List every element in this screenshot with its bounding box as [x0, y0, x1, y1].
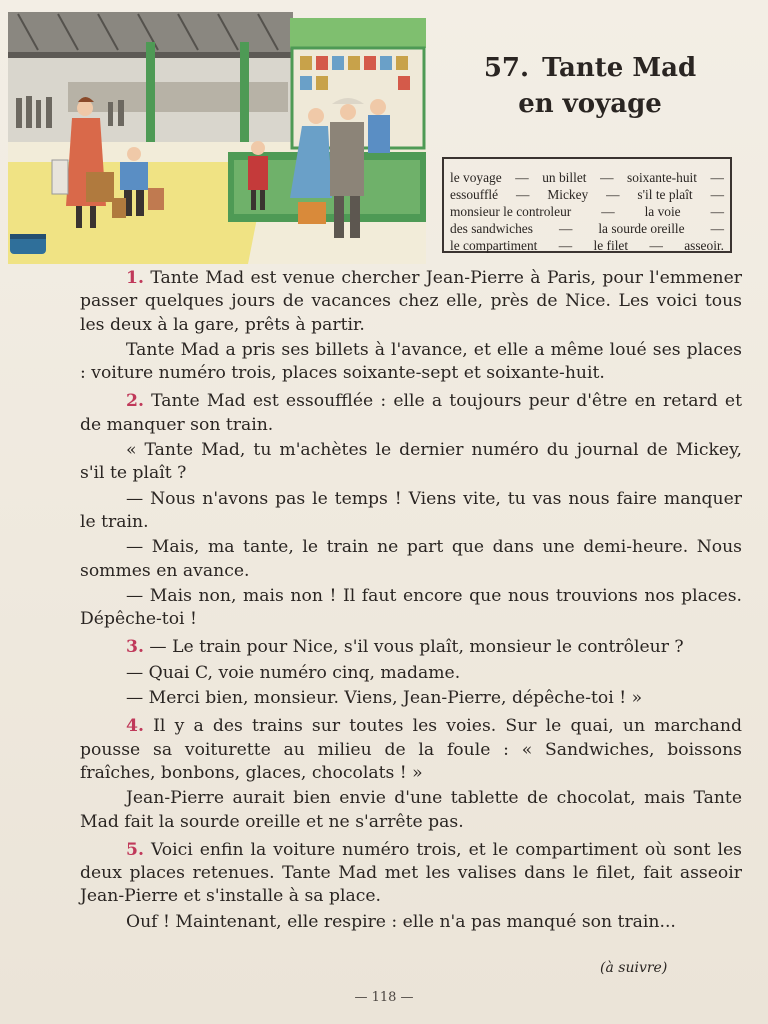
paragraph-number: 2.	[126, 391, 144, 412]
vocabulary-dash: —	[515, 170, 529, 185]
paragraph-number: 1.	[126, 268, 144, 288]
paragraph	[80, 439, 742, 486]
vocabulary-row	[450, 237, 724, 254]
paragraph	[80, 662, 742, 685]
vocabulary-row	[450, 169, 724, 186]
vocabulary-dash: —	[710, 204, 724, 219]
paragraph-text: Voici enfin la voiture numéro trois, et le compartiment où sont les deux places retenues. Tante Mad met les valises dans le filet, fait asseoir Jean-Pierre et s'installe à sa place.	[80, 839, 742, 907]
paragraph-text: — Mais non, mais non ! Il faut encore que nous trouvions nos places. Dépêche-toi !	[80, 585, 742, 630]
paragraph-text: — Quai C, voie numéro cinq, madame.	[126, 662, 461, 683]
paragraph	[80, 390, 742, 437]
vocabulary-term: un billet	[542, 170, 587, 185]
paragraph-text: Tante Mad a pris ses billets à l'avance, et elle a même loué ses places : voiture numéro trois, places soixante-sept et soixante-huit.	[80, 339, 742, 384]
lesson-text	[80, 262, 742, 934]
vocabulary-box	[442, 157, 732, 253]
paragraph-text: — Merci bien, monsieur. Viens, Jean-Pierre, dépêche-toi ! »	[126, 688, 643, 709]
paragraph-text: Tante Mad est venue chercher Jean-Pierre à Paris, pour l'emmener passer quelques jours de vacances chez elle, près de Nice. Les voici tous les deux à la gare, prêts à partir.	[80, 268, 742, 335]
vocabulary-row	[450, 203, 724, 220]
paragraph-number: 3.	[126, 637, 144, 658]
vocabulary-term: la sourde oreille	[598, 221, 685, 236]
vocabulary-term: le compartiment	[450, 238, 538, 253]
paragraph-number: 4.	[126, 716, 144, 737]
paragraph-number: 5.	[126, 839, 144, 860]
vocabulary-dash: —	[710, 187, 724, 202]
page-number: — 118 —	[354, 990, 414, 1005]
title-line-1: Tante Mad	[542, 53, 697, 83]
paragraph	[80, 687, 742, 710]
vocabulary-term: des sandwiches	[450, 221, 533, 236]
vocabulary-term: soixante-huit	[627, 170, 697, 185]
vocabulary-term: asseoir.	[684, 238, 724, 253]
vocabulary-dash: —	[710, 221, 724, 236]
vocabulary-term: monsieur le controleur	[450, 204, 572, 219]
paragraph-text: — Nous n'avons pas le temps ! Viens vite, tu vas nous faire manquer le train.	[80, 488, 742, 532]
paragraph	[80, 339, 742, 386]
vocabulary-dash: —	[649, 238, 663, 253]
vocabulary-dash: —	[558, 238, 573, 253]
paragraph	[80, 715, 742, 785]
vocabulary-term: le voyage	[450, 170, 502, 185]
paragraph-text: — Mais, ma tante, le train ne part que dans une demi-heure. Nous sommes en avance.	[80, 537, 742, 581]
vocabulary-dash: —	[558, 221, 573, 236]
paragraph-text: — Le train pour Nice, s'il vous plaît, monsieur le contrôleur ?	[149, 637, 684, 658]
paragraph-text: Ouf ! Maintenant, elle respire : elle n'a pas manqué son train...	[126, 911, 676, 932]
paragraph	[80, 267, 742, 337]
vocabulary-row	[450, 186, 724, 203]
paragraph-text: « Tante Mad, tu m'achètes le dernier numéro du journal de Mickey, s'il te plaît ?	[80, 440, 742, 484]
paragraph-text: Jean-Pierre aurait bien envie d'une tablette de chocolat, mais Tante Mad fait la sourde oreille et ne s'arrête pas.	[80, 788, 742, 832]
paragraph	[80, 585, 742, 632]
paragraph	[80, 787, 742, 834]
title-line-2: en voyage	[518, 89, 662, 119]
vocabulary-dash: —	[606, 187, 620, 202]
lesson-title	[440, 50, 740, 122]
vocabulary-row	[450, 220, 724, 237]
paragraph-text: Tante Mad est essoufflée : elle a toujours peur d'être en retard et de manquer son train.	[80, 391, 743, 435]
vocabulary-term: Mickey	[547, 187, 589, 202]
paragraph	[80, 536, 742, 583]
to-be-continued: (à suivre)	[600, 960, 668, 976]
vocabulary-term: essoufflé	[450, 187, 499, 202]
vocabulary-dash: —	[516, 187, 530, 202]
vocabulary-term: le filet	[593, 238, 629, 253]
train-station-illustration	[8, 12, 426, 264]
paragraph	[80, 636, 742, 659]
paragraph	[80, 911, 742, 934]
vocabulary-dash: —	[600, 170, 614, 185]
paragraph	[80, 839, 742, 909]
lesson-number: 57.	[483, 53, 530, 83]
paragraph-text: Il y a des trains sur toutes les voies. Sur le quai, un marchand pousse sa voiturette au milieu de la foule : « Sandwiches, boissons fraîches, bonbons, glaces, chocolats ! »	[80, 716, 742, 783]
vocabulary-term: s'il te plaît	[637, 187, 693, 202]
vocabulary-term: la voie	[644, 204, 681, 219]
vocabulary-dash: —	[710, 170, 724, 185]
vocabulary-dash: —	[601, 204, 615, 219]
paragraph	[80, 488, 742, 535]
